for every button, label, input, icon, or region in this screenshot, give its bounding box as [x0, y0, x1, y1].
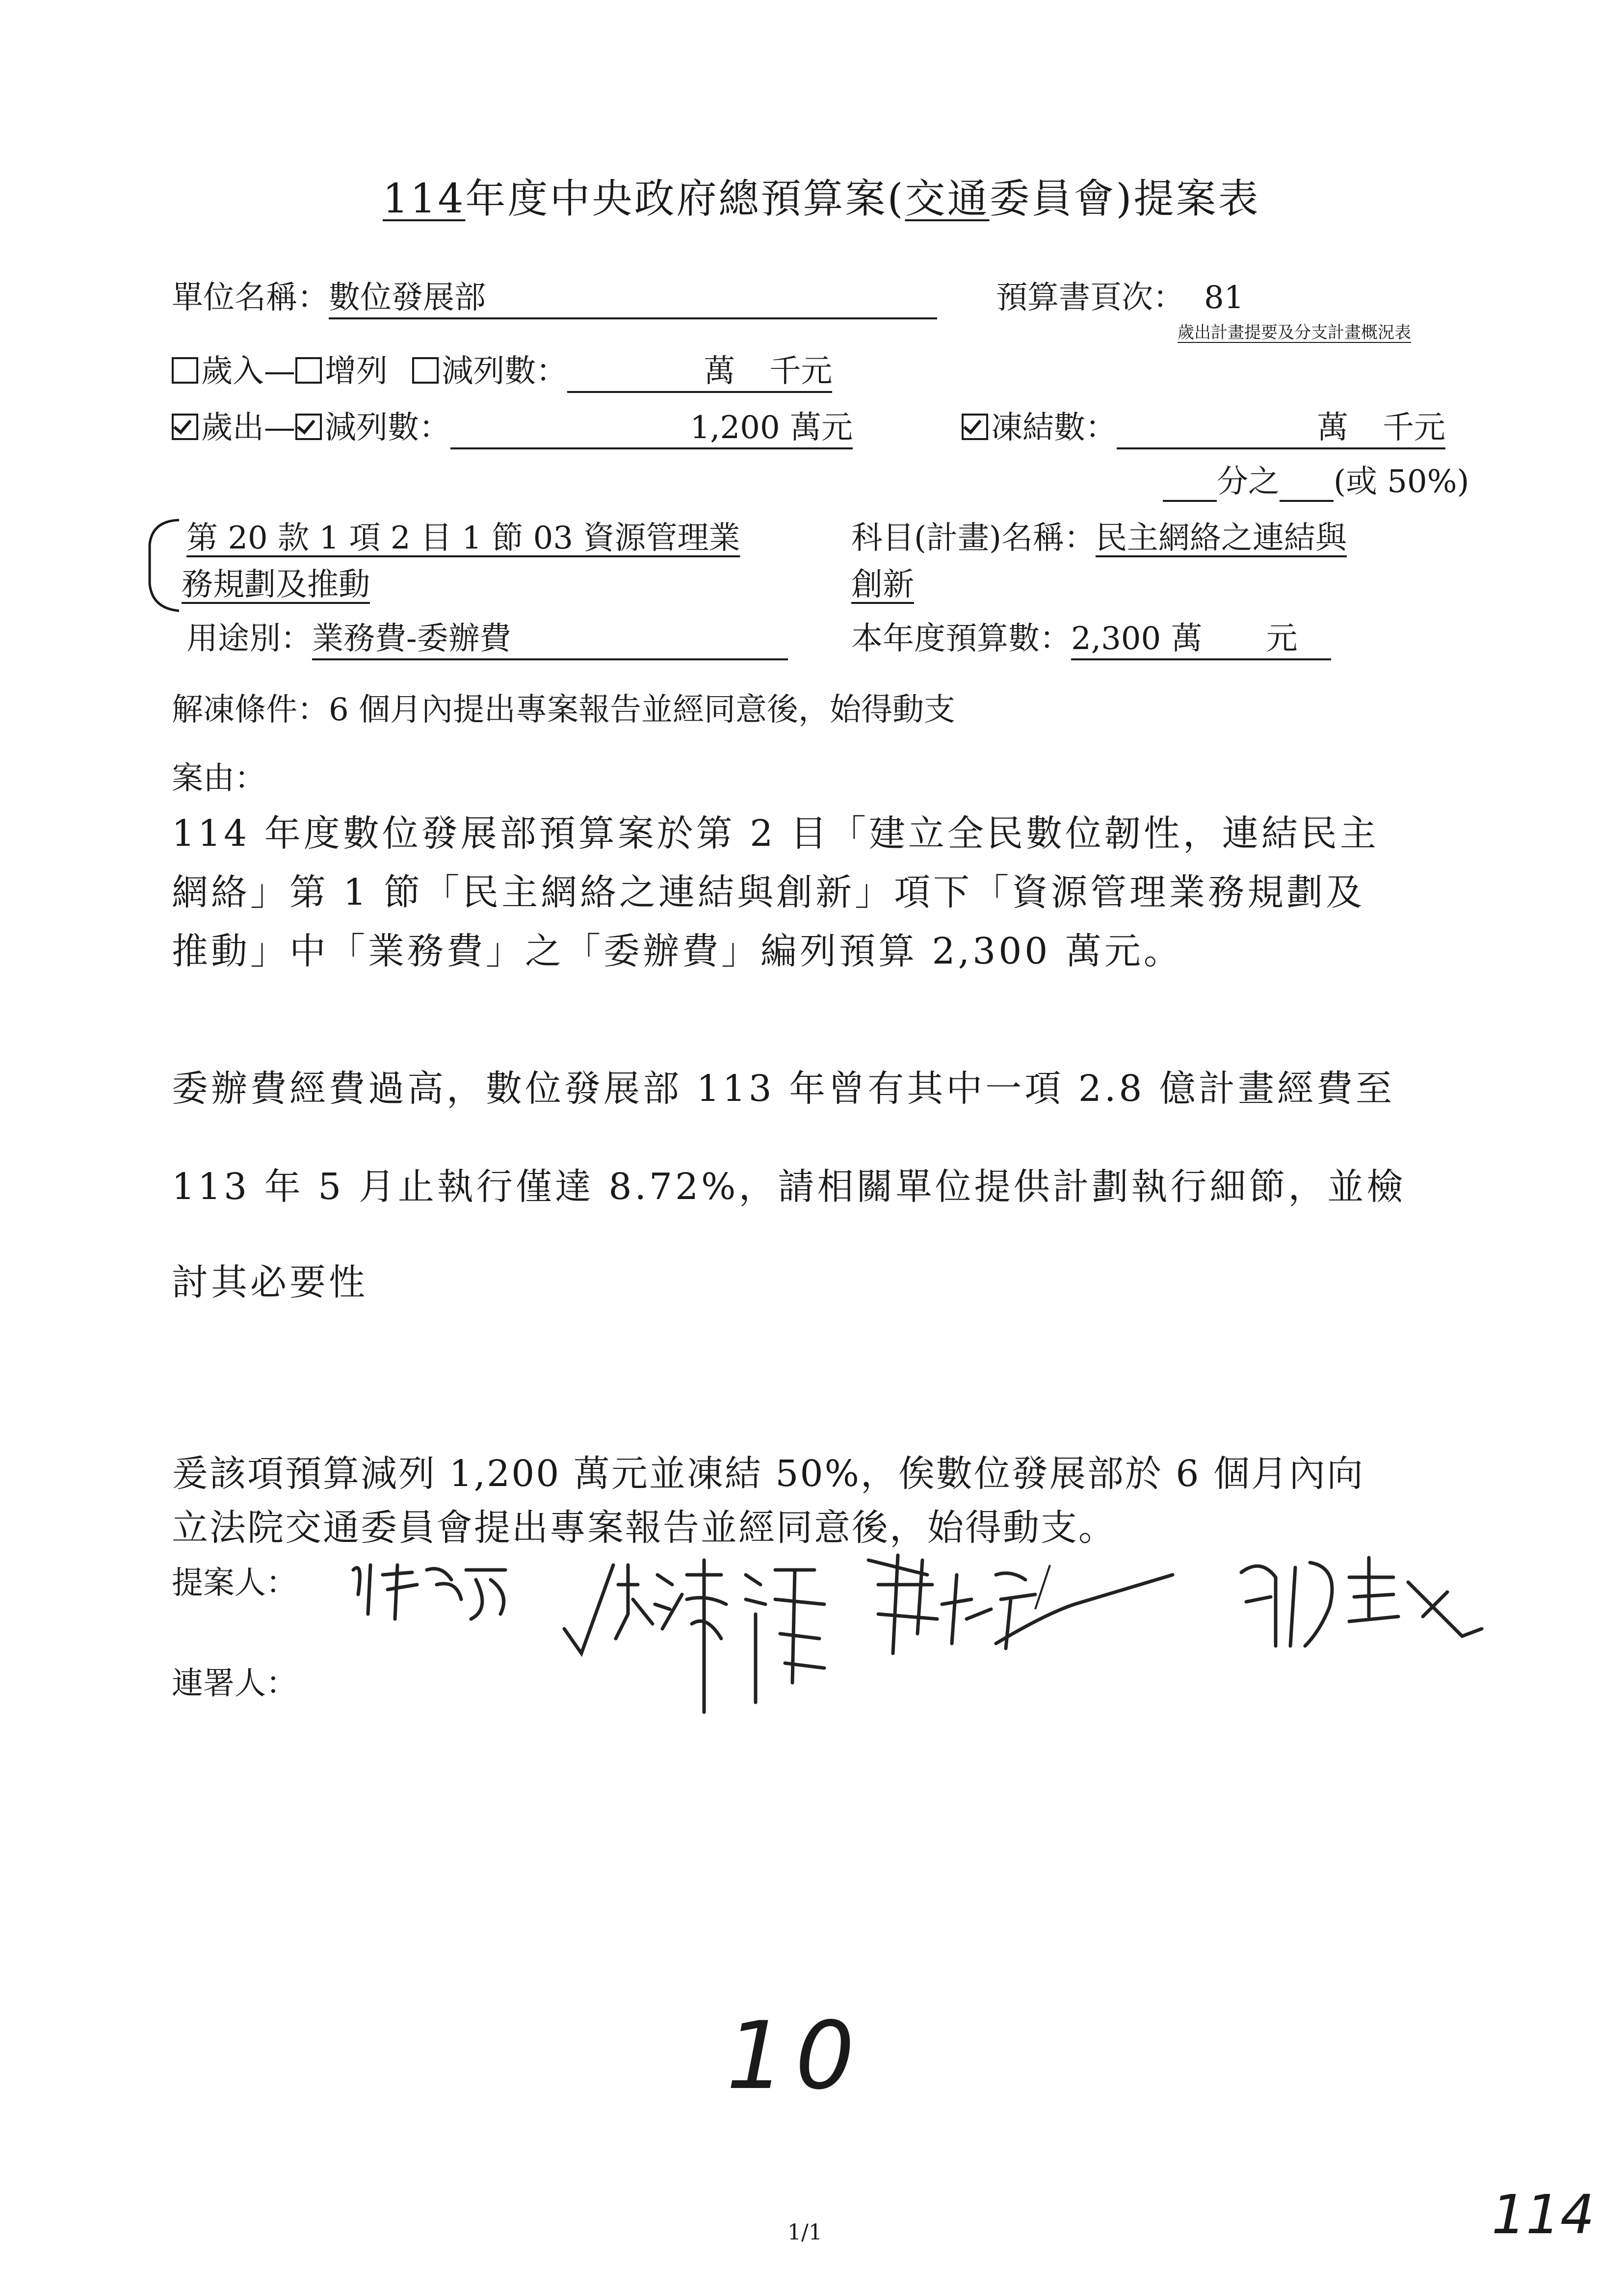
fraction-denominator-field[interactable]: [1280, 464, 1334, 502]
page-ref: [996, 272, 1244, 317]
page-number: 1/1: [787, 2220, 822, 2245]
reason-p1-line2: 網絡」第 1 節「民主網絡之連結與創新」項下「資源管理業務規劃及: [172, 871, 1365, 913]
budget-value: 2,300 萬: [1071, 621, 1203, 657]
form-title: [383, 167, 1260, 224]
page-ref-label: 預算書頁次：: [996, 280, 1184, 316]
title-pre: 年度中央政府總預算案(: [465, 176, 905, 222]
freeze-label: 凍結數：: [991, 410, 1117, 446]
item-bracket: [142, 515, 182, 613]
budget-label: 本年度預算數：: [851, 621, 1071, 657]
item-line1: 第 20 款 1 項 2 目 1 節 03 資源管理業: [186, 520, 740, 556]
unit-row: [172, 272, 937, 319]
signature-4: [1231, 1548, 1487, 1661]
subject-line1: 民主網絡之連結與: [1095, 520, 1347, 556]
expense-label: 歲出: [201, 410, 264, 446]
freeze-wan: 萬: [1317, 410, 1348, 446]
reason-p3-line2: 立法院交通委員會提出專案報告並經同意後，始得動支。: [172, 1507, 1116, 1549]
freeze-field[interactable]: [1117, 402, 1445, 449]
subject-label: 科目(計畫)名稱：: [851, 520, 1096, 556]
revenue-label: 歲入: [201, 353, 264, 390]
unit-value-field: [329, 272, 937, 319]
revenue-wan: 萬: [704, 353, 735, 390]
expense-row: 歲出— 減列數： 1,200 萬元: [172, 402, 853, 449]
revenue-row: 歲入— 增列 減列數： 萬 千元: [172, 346, 832, 393]
corner-note: 114: [1492, 2183, 1595, 2246]
signature-3: [849, 1545, 1182, 1673]
unfreeze-condition: 解凍條件：6 個月內提出專案報告並經同意後，始得動支: [172, 692, 956, 728]
title-post: 委員會)提案表: [989, 176, 1260, 222]
revenue-cut-field[interactable]: [567, 346, 832, 393]
page-ref-sub: 歲出計畫提要及分支計畫概況表: [1178, 323, 1411, 342]
proposer-label: 提案人：: [172, 1565, 297, 1601]
budget-row: [851, 613, 1331, 660]
reason-p1-line3: 推動」中「業務費」之「委辦費」編列預算 2,300 萬元。: [172, 930, 1183, 972]
reason-p2-line1: 委辦費經費過高，數位發展部 113 年曾有其中一項 2.8 億計畫經費至: [172, 1068, 1395, 1110]
freeze-checkbox[interactable]: [962, 414, 988, 440]
reason-p2-line2: 113 年 5 月止執行僅達 8.72%，請相關單位提供計劃執行細節，並檢: [172, 1166, 1406, 1208]
revenue-checkbox[interactable]: [172, 357, 198, 384]
item-line2: 務規劃及推動: [182, 567, 370, 603]
add-label: 增列: [325, 353, 388, 390]
revenue-cut-label: 減列數：: [442, 353, 568, 390]
expense-cut-label: 減列數：: [325, 410, 450, 446]
revenue-qian: 千元: [769, 353, 833, 390]
title-year: 114: [383, 176, 466, 222]
budget-unit: 元: [1266, 621, 1298, 657]
expense-cut-value: 1,200 萬元: [690, 410, 853, 446]
expense-checkbox[interactable]: [172, 414, 198, 440]
freeze-group: [962, 402, 1445, 449]
usage-row: [186, 613, 788, 660]
fraction-pct: (或 50%): [1334, 464, 1469, 500]
reason-label: 案由：: [172, 760, 266, 797]
expense-cut-field[interactable]: [450, 402, 853, 449]
unit-label: 單位名稱：: [172, 280, 329, 316]
freeze-qian: 千元: [1383, 410, 1445, 446]
subject-line2: 創新: [851, 567, 914, 603]
unit-value: 數位發展部: [329, 280, 486, 316]
signature-2: [559, 1555, 834, 1722]
cut-checkbox[interactable]: [412, 357, 439, 384]
signature-1: [343, 1550, 520, 1629]
cosigner-label: 連署人：: [172, 1666, 297, 1702]
subject-row: [851, 513, 1347, 558]
expense-cut-checkbox[interactable]: [295, 414, 322, 440]
page-ref-value: 81: [1204, 280, 1244, 316]
usage-value: 業務費-委辦費: [312, 621, 511, 657]
usage-field: [312, 613, 788, 660]
fraction-row: [1163, 456, 1469, 502]
reason-p1-line1: 114 年度數位發展部預算案於第 2 目「建立全民數位韌性，連結民主: [172, 812, 1379, 855]
reason-p3-line1: 爰該項預算減列 1,200 萬元並凍結 50%，俟數位發展部於 6 個月內向: [172, 1453, 1365, 1495]
handwritten-number: 10: [726, 2002, 864, 2110]
usage-label: 用途別：: [186, 621, 312, 657]
fraction-numerator-field[interactable]: [1163, 464, 1217, 502]
add-checkbox[interactable]: [295, 357, 322, 384]
title-committee: 交通: [905, 176, 990, 222]
fraction-mid: 分之: [1217, 464, 1280, 500]
reason-p2-line3: 討其必要性: [172, 1261, 368, 1304]
budget-field: [1071, 613, 1331, 660]
